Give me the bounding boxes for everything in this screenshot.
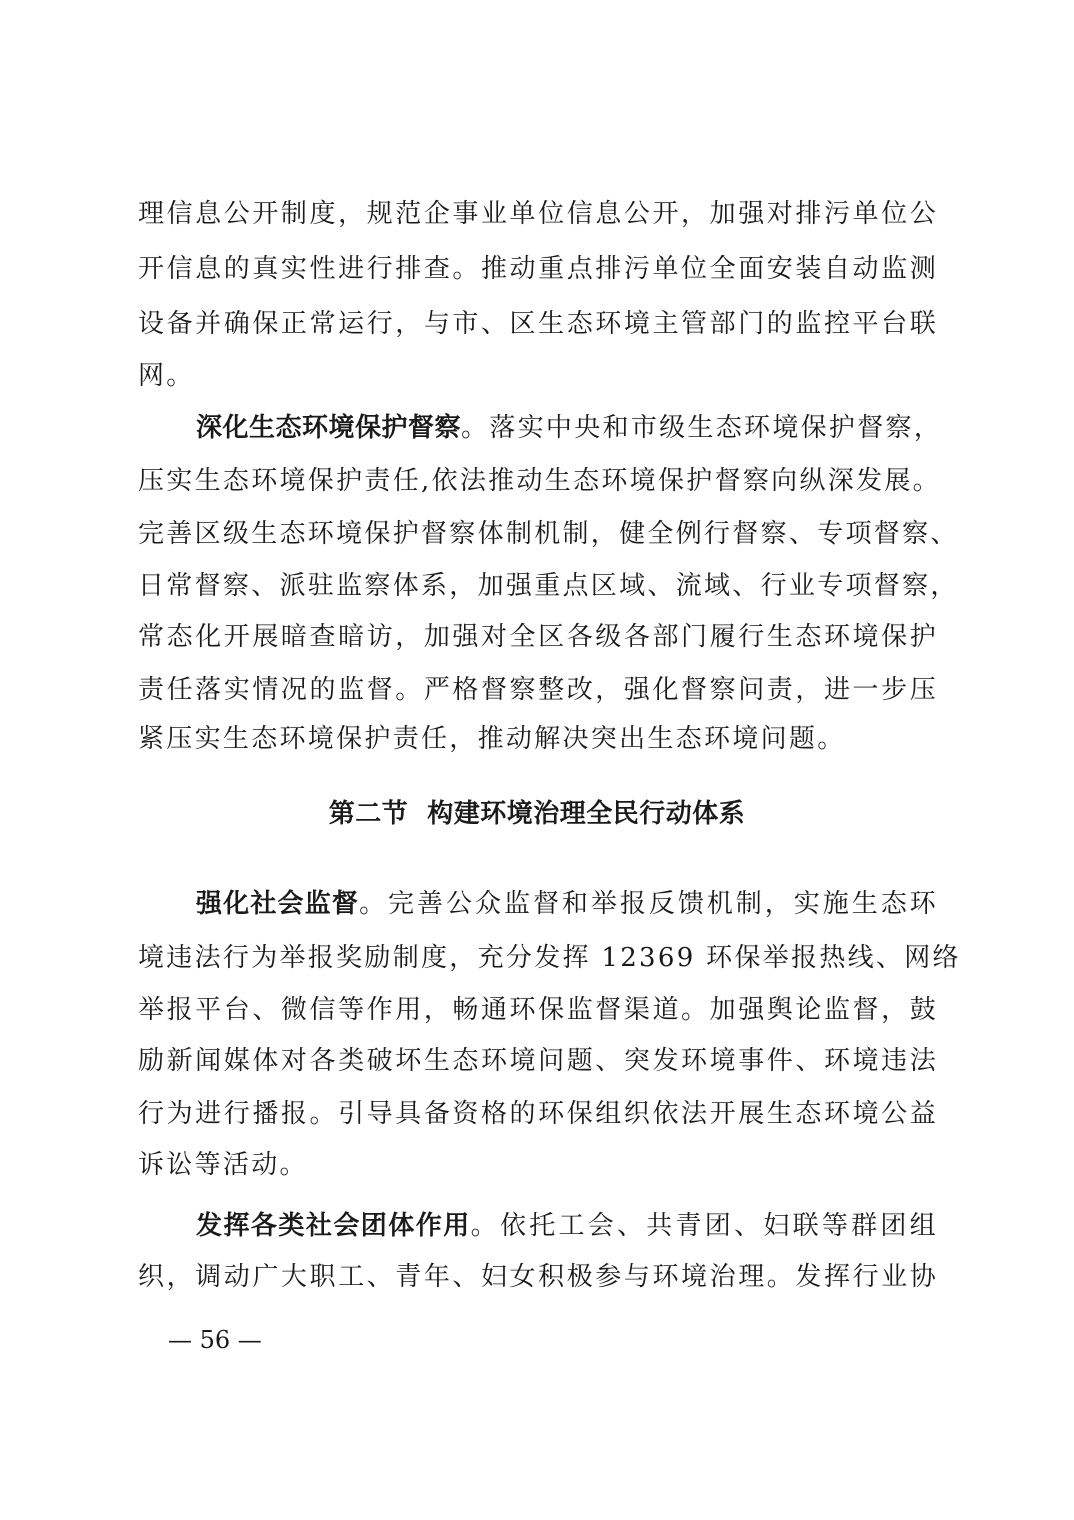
paragraph-2-line-7: 紧压实生态环境保护责任，推动解决突出生态环境问题。: [138, 724, 846, 754]
section-heading: 第二节 构建环境治理全民行动体系: [328, 799, 746, 829]
paragraph-2-line-2: 压实生态环境保护责任,依法推动生态环境保护督察向纵深发展。: [138, 466, 941, 496]
paragraph-3-first-line-rest: 。完善公众监督和举报反馈机制，实施生态环: [359, 889, 938, 919]
paragraph-2-line-4: 日常督察、派驻监察体系，加强重点区域、流域、行业专项督察，: [138, 571, 959, 601]
paragraph-3-first-line: [196, 884, 938, 924]
paragraph-3-line-5: 行为进行播报。引导具备资格的环保组织依法开展生态环境公益: [138, 1099, 938, 1129]
paragraph-1-line-3: 设备并确保正常运行，与市、区生态环境主管部门的监控平台联: [138, 309, 938, 339]
paragraph-3-line-2: 境违法行为举报奖励制度，充分发挥 12369 环保举报热线、网络: [138, 943, 961, 973]
paragraph-4-first-line-rest: 。依托工会、共青团、妇联等群团组: [470, 1211, 938, 1241]
paragraph-1-line-1: 理信息公开制度，规范企事业单位信息公开，加强对排污单位公: [138, 199, 938, 229]
paragraph-2-line-3: 完善区级生态环境保护督察体制机制，健全例行督察、专项督察、: [138, 519, 959, 549]
paragraph-2-first-line: [196, 408, 943, 448]
paragraph-1-line-2: 开信息的真实性进行排查。推动重点排污单位全面安装自动监测: [138, 254, 938, 284]
paragraph-4-lead: 发挥各类社会团体作用: [196, 1211, 471, 1241]
paragraph-4-first-line: [196, 1206, 938, 1246]
paragraph-3-lead: 强化社会监督: [196, 889, 360, 919]
page-number: — 56 —: [168, 1326, 262, 1354]
paragraph-2-line-6: 责任落实情况的监督。严格督察整改，强化督察问责，进一步压: [138, 675, 938, 705]
paragraph-3-line-3: 举报平台、微信等作用，畅通环保监督渠道。加强舆论监督，鼓: [138, 995, 938, 1025]
paragraph-2-first-line-rest: 。落实中央和市级生态环境保护督察，: [461, 413, 943, 443]
paragraph-4-line-2: 织，调动广大职工、青年、妇女积极参与环境治理。发挥行业协: [138, 1262, 938, 1292]
paragraph-3-line-4: 励新闻媒体对各类破坏生态环境问题、突发环境事件、环境违法: [138, 1046, 938, 1076]
paragraph-2-line-5: 常态化开展暗查暗访，加强对全区各级各部门履行生态环境保护: [138, 622, 938, 652]
paragraph-1-line-4: 网。: [138, 361, 195, 391]
paragraph-2-lead: 深化生态环境保护督察: [196, 413, 462, 443]
paragraph-3-line-6: 诉讼等活动。: [138, 1150, 308, 1180]
